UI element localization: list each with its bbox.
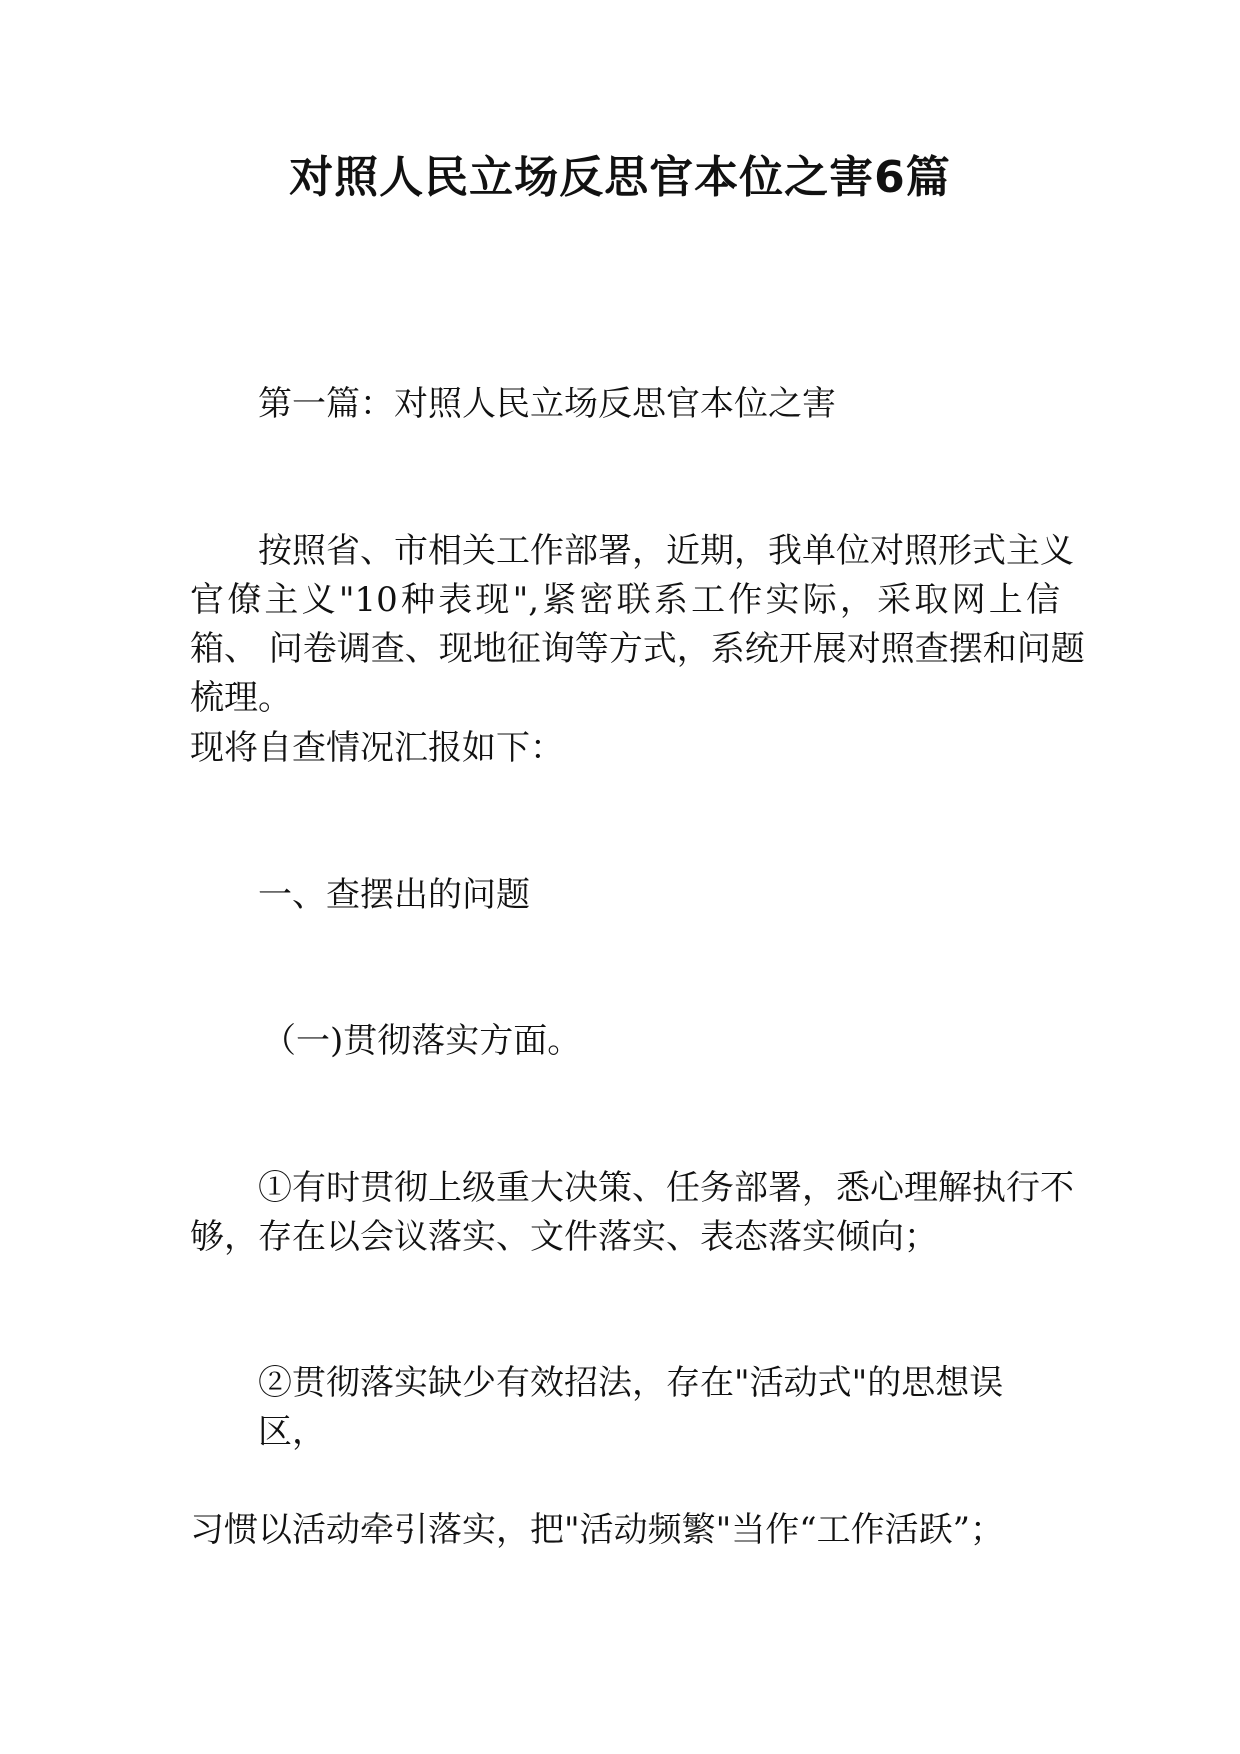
paragraph-line: 官僚主义"10种表现",紧密联系工作实际，采取网上信 [190,580,1060,620]
item-two-paragraph [190,1359,1060,1457]
paragraph-line: 按照省、市相关工作部署，近期，我单位对照形式主义 [258,531,1074,571]
sub-heading-one: （一)贯彻落实方面。 [262,1021,582,1061]
paragraph-line: ①有时贯彻上级重大决策、任务部署，悉心理解执行不 [258,1168,1074,1208]
report-line: 现将自查情况汇报如下： [190,728,564,768]
paragraph-line: 区， [258,1412,326,1452]
item-one-paragraph [190,1164,1074,1262]
paragraph-line: 梳理。 [190,678,292,718]
document-title: 对照人民立场反思官本位之害6篇 [289,152,951,203]
intro-paragraph [190,527,1085,723]
section-heading: 第一篇：对照人民立场反思官本位之害 [258,384,836,424]
paragraph-line: 箱、 问卷调查、现地征询等方式，系统开展对照查摆和问题 [190,629,1085,669]
paragraph-line: 够，存在以会议落实、文件落实、表态落实倾向； [190,1217,938,1257]
item-two-continuation: 习惯以活动牵引落实，把"活动频繁"当作“工作活跃”； [190,1510,1005,1550]
paragraph-line: ②贯彻落实缺少有效招法，存在"活动式"的思想误 [258,1363,1004,1403]
part-one-heading: 一、查摆出的问题 [258,875,530,915]
